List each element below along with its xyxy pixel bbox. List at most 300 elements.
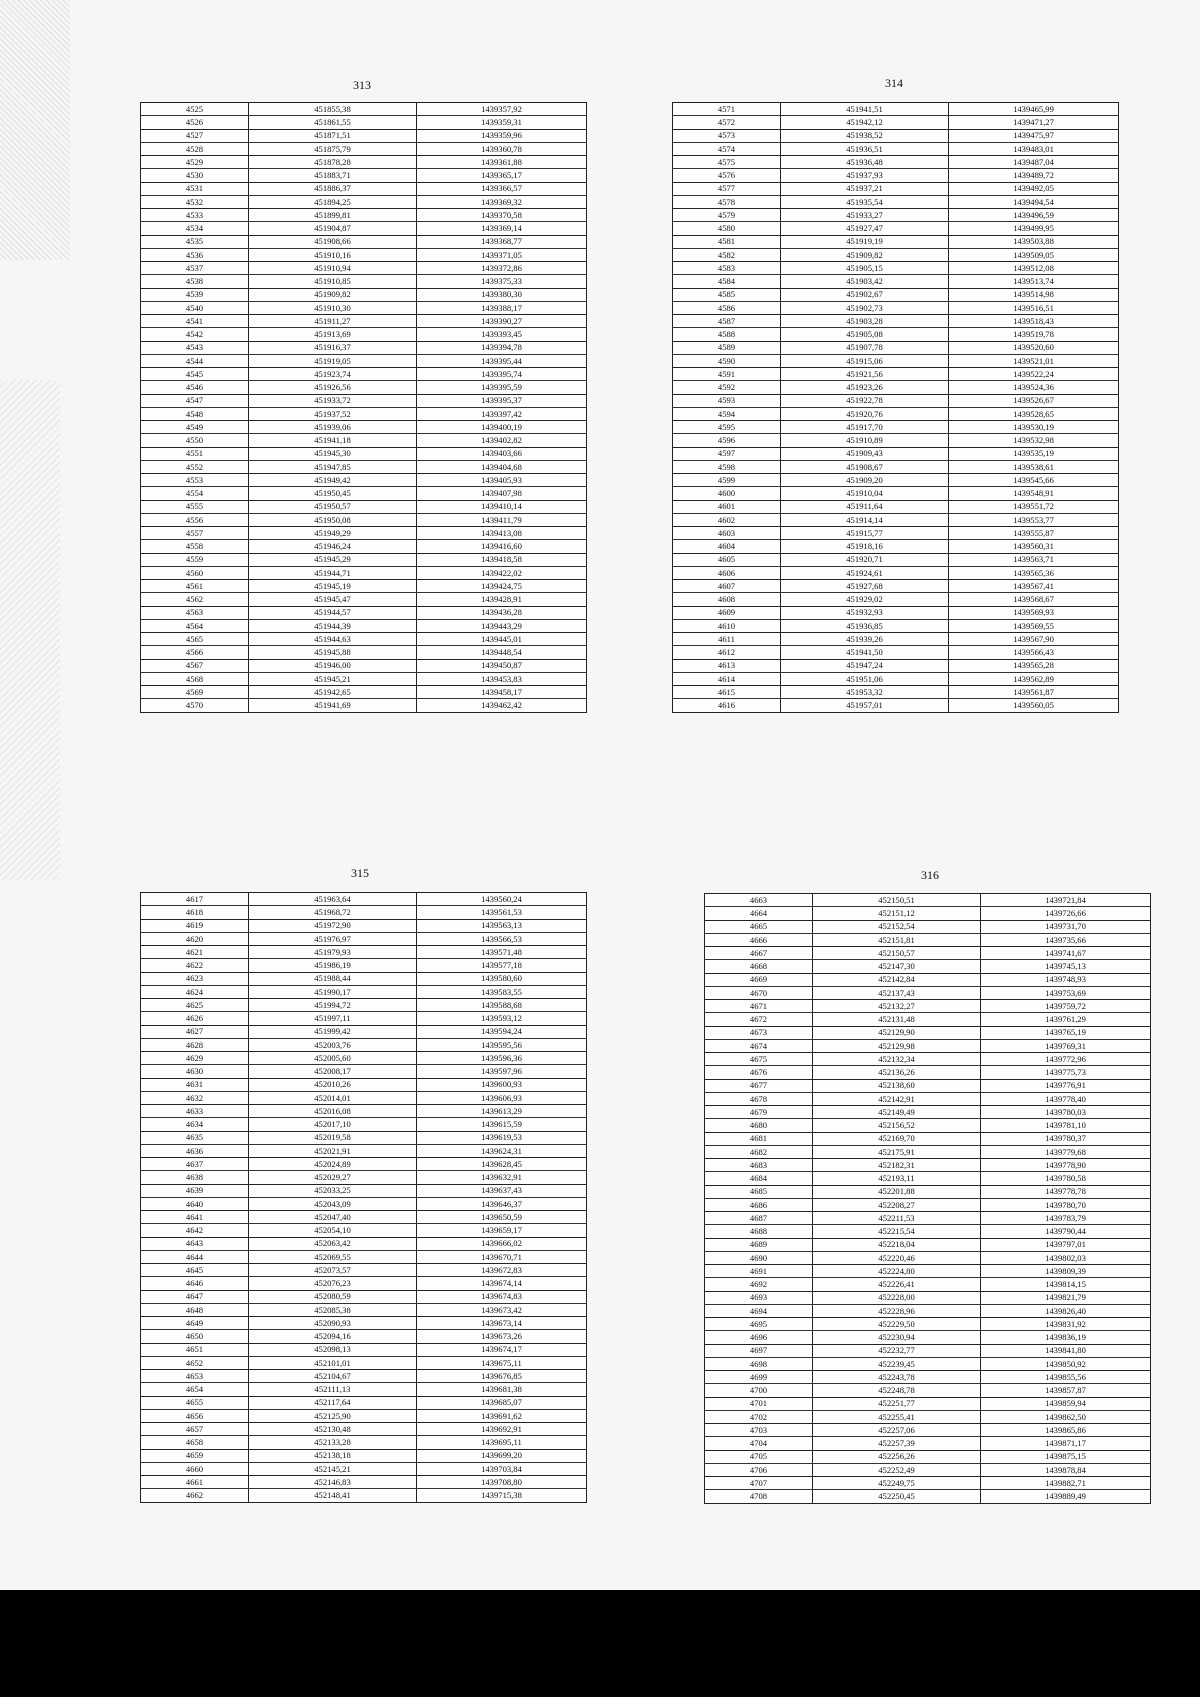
table-row xyxy=(141,919,587,932)
y-coordinate-cell: 1439369,14 xyxy=(417,222,587,235)
y-coordinate-cell: 1439416,60 xyxy=(417,540,587,553)
table-row xyxy=(705,1132,1151,1145)
x-coordinate-cell: 451909,82 xyxy=(781,248,949,261)
point-number-cell: 4566 xyxy=(141,646,249,659)
point-number-cell: 4607 xyxy=(673,580,781,593)
y-coordinate-cell: 1439489,72 xyxy=(949,169,1119,182)
point-number-cell: 4581 xyxy=(673,235,781,248)
y-coordinate-cell: 1439566,53 xyxy=(417,932,587,945)
x-coordinate-cell: 451979,93 xyxy=(249,946,417,959)
point-number-cell: 4626 xyxy=(141,1012,249,1025)
y-coordinate-cell: 1439674,14 xyxy=(417,1277,587,1290)
table-row xyxy=(141,580,587,593)
y-coordinate-cell: 1439673,14 xyxy=(417,1317,587,1330)
table-row xyxy=(141,606,587,619)
x-coordinate-cell: 451926,56 xyxy=(249,381,417,394)
table-row xyxy=(141,1025,587,1038)
point-number-cell: 4691 xyxy=(705,1265,813,1278)
point-number-cell: 4544 xyxy=(141,354,249,367)
y-coordinate-cell: 1439596,36 xyxy=(417,1052,587,1065)
y-coordinate-cell: 1439672,83 xyxy=(417,1264,587,1277)
x-coordinate-cell: 451941,50 xyxy=(781,646,949,659)
x-coordinate-cell: 451922,78 xyxy=(781,394,949,407)
y-coordinate-cell: 1439526,67 xyxy=(949,394,1119,407)
page-number: 314 xyxy=(885,76,903,90)
y-coordinate-cell: 1439670,71 xyxy=(417,1250,587,1263)
x-coordinate-cell: 452152,54 xyxy=(813,920,981,933)
point-number-cell: 4587 xyxy=(673,315,781,328)
point-number-cell: 4641 xyxy=(141,1211,249,1224)
x-coordinate-cell: 452129,98 xyxy=(813,1039,981,1052)
table-row xyxy=(705,1013,1151,1026)
y-coordinate-cell: 1439775,73 xyxy=(981,1066,1151,1079)
x-coordinate-cell: 452101,01 xyxy=(249,1356,417,1369)
y-coordinate-cell: 1439563,71 xyxy=(949,553,1119,566)
x-coordinate-cell: 451976,97 xyxy=(249,932,417,945)
x-coordinate-cell: 452010,26 xyxy=(249,1078,417,1091)
x-coordinate-cell: 452215,54 xyxy=(813,1225,981,1238)
y-coordinate-cell: 1439577,18 xyxy=(417,959,587,972)
y-coordinate-cell: 1439769,31 xyxy=(981,1039,1151,1052)
point-number-cell: 4640 xyxy=(141,1197,249,1210)
table-row xyxy=(673,195,1119,208)
y-coordinate-cell: 1439560,05 xyxy=(949,699,1119,712)
point-number-cell: 4568 xyxy=(141,672,249,685)
point-number-cell: 4539 xyxy=(141,288,249,301)
x-coordinate-cell: 451910,04 xyxy=(781,487,949,500)
x-coordinate-cell: 452131,48 xyxy=(813,1013,981,1026)
point-number-cell: 4697 xyxy=(705,1344,813,1357)
point-number-cell: 4656 xyxy=(141,1409,249,1422)
y-coordinate-cell: 1439675,11 xyxy=(417,1356,587,1369)
point-number-cell: 4618 xyxy=(141,906,249,919)
y-coordinate-cell: 1439443,29 xyxy=(417,619,587,632)
point-number-cell: 4613 xyxy=(673,659,781,672)
point-number-cell: 4606 xyxy=(673,566,781,579)
y-coordinate-cell: 1439673,26 xyxy=(417,1330,587,1343)
point-number-cell: 4637 xyxy=(141,1158,249,1171)
y-coordinate-cell: 1439512,08 xyxy=(949,262,1119,275)
x-coordinate-cell: 451957,01 xyxy=(781,699,949,712)
x-coordinate-cell: 452156,52 xyxy=(813,1119,981,1132)
point-number-cell: 4625 xyxy=(141,999,249,1012)
y-coordinate-cell: 1439594,24 xyxy=(417,1025,587,1038)
point-number-cell: 4597 xyxy=(673,447,781,460)
y-coordinate-cell: 1439780,03 xyxy=(981,1106,1151,1119)
x-coordinate-cell: 452098,13 xyxy=(249,1343,417,1356)
point-number-cell: 4609 xyxy=(673,606,781,619)
y-coordinate-cell: 1439619,53 xyxy=(417,1131,587,1144)
table-row xyxy=(141,1330,587,1343)
y-coordinate-cell: 1439875,15 xyxy=(981,1450,1151,1463)
table-row xyxy=(141,195,587,208)
table-row xyxy=(141,646,587,659)
table-row xyxy=(673,169,1119,182)
point-number-cell: 4675 xyxy=(705,1053,813,1066)
x-coordinate-cell: 451918,16 xyxy=(781,540,949,553)
y-coordinate-cell: 1439538,61 xyxy=(949,460,1119,473)
x-coordinate-cell: 452029,27 xyxy=(249,1171,417,1184)
table-row xyxy=(141,1078,587,1091)
x-coordinate-cell: 451963,64 xyxy=(249,893,417,906)
point-number-cell: 4576 xyxy=(673,169,781,182)
table-row xyxy=(673,341,1119,354)
y-coordinate-cell: 1439761,29 xyxy=(981,1013,1151,1026)
point-number-cell: 4557 xyxy=(141,527,249,540)
x-coordinate-cell: 451910,89 xyxy=(781,434,949,447)
point-number-cell: 4707 xyxy=(705,1477,813,1490)
y-coordinate-cell: 1439403,66 xyxy=(417,447,587,460)
table-row xyxy=(141,1396,587,1409)
x-coordinate-cell: 452150,57 xyxy=(813,947,981,960)
y-coordinate-cell: 1439691,62 xyxy=(417,1409,587,1422)
x-coordinate-cell: 451999,42 xyxy=(249,1025,417,1038)
point-number-cell: 4693 xyxy=(705,1291,813,1304)
y-coordinate-cell: 1439632,91 xyxy=(417,1171,587,1184)
point-number-cell: 4558 xyxy=(141,540,249,553)
y-coordinate-cell: 1439428,91 xyxy=(417,593,587,606)
point-number-cell: 4706 xyxy=(705,1463,813,1476)
point-number-cell: 4668 xyxy=(705,960,813,973)
y-coordinate-cell: 1439524,36 xyxy=(949,381,1119,394)
table-row xyxy=(141,182,587,195)
x-coordinate-cell: 451945,19 xyxy=(249,580,417,593)
point-number-cell: 4703 xyxy=(705,1424,813,1437)
y-coordinate-cell: 1439597,96 xyxy=(417,1065,587,1078)
table-row xyxy=(705,1424,1151,1437)
y-coordinate-cell: 1439514,98 xyxy=(949,288,1119,301)
x-coordinate-cell: 452243,78 xyxy=(813,1371,981,1384)
table-row xyxy=(705,920,1151,933)
table-row xyxy=(141,1449,587,1462)
point-number-cell: 4624 xyxy=(141,985,249,998)
point-number-cell: 4679 xyxy=(705,1106,813,1119)
y-coordinate-cell: 1439492,05 xyxy=(949,182,1119,195)
point-number-cell: 4561 xyxy=(141,580,249,593)
y-coordinate-cell: 1439681,38 xyxy=(417,1383,587,1396)
x-coordinate-cell: 452249,75 xyxy=(813,1477,981,1490)
table-row xyxy=(673,474,1119,487)
point-number-cell: 4645 xyxy=(141,1264,249,1277)
x-coordinate-cell: 451949,42 xyxy=(249,474,417,487)
scan-noise xyxy=(0,0,70,260)
y-coordinate-cell: 1439475,97 xyxy=(949,129,1119,142)
y-coordinate-cell: 1439513,74 xyxy=(949,275,1119,288)
point-number-cell: 4593 xyxy=(673,394,781,407)
y-coordinate-cell: 1439780,70 xyxy=(981,1198,1151,1211)
table-row xyxy=(705,907,1151,920)
y-coordinate-cell: 1439646,37 xyxy=(417,1197,587,1210)
y-coordinate-cell: 1439780,37 xyxy=(981,1132,1151,1145)
point-number-cell: 4629 xyxy=(141,1052,249,1065)
x-coordinate-cell: 451933,27 xyxy=(781,209,949,222)
table-row xyxy=(673,222,1119,235)
x-coordinate-cell: 452251,77 xyxy=(813,1397,981,1410)
y-coordinate-cell: 1439836,19 xyxy=(981,1331,1151,1344)
point-number-cell: 4541 xyxy=(141,315,249,328)
table-row xyxy=(705,1079,1151,1092)
table-row xyxy=(673,646,1119,659)
y-coordinate-cell: 1439566,43 xyxy=(949,646,1119,659)
x-coordinate-cell: 452132,27 xyxy=(813,1000,981,1013)
x-coordinate-cell: 452117,64 xyxy=(249,1396,417,1409)
point-number-cell: 4531 xyxy=(141,182,249,195)
x-coordinate-cell: 451945,30 xyxy=(249,447,417,460)
y-coordinate-cell: 1439369,32 xyxy=(417,195,587,208)
y-coordinate-cell: 1439583,55 xyxy=(417,985,587,998)
table-row xyxy=(141,1317,587,1330)
point-number-cell: 4670 xyxy=(705,986,813,999)
point-number-cell: 4659 xyxy=(141,1449,249,1462)
point-number-cell: 4589 xyxy=(673,341,781,354)
x-coordinate-cell: 451911,64 xyxy=(781,500,949,513)
y-coordinate-cell: 1439395,59 xyxy=(417,381,587,394)
y-coordinate-cell: 1439659,17 xyxy=(417,1224,587,1237)
table-row xyxy=(141,1462,587,1475)
point-number-cell: 4677 xyxy=(705,1079,813,1092)
point-number-cell: 4647 xyxy=(141,1290,249,1303)
point-number-cell: 4696 xyxy=(705,1331,813,1344)
point-number-cell: 4611 xyxy=(673,633,781,646)
table-row xyxy=(673,381,1119,394)
y-coordinate-cell: 1439445,01 xyxy=(417,633,587,646)
y-coordinate-cell: 1439600,93 xyxy=(417,1078,587,1091)
table-row xyxy=(141,659,587,672)
point-number-cell: 4551 xyxy=(141,447,249,460)
y-coordinate-cell: 1439360,78 xyxy=(417,142,587,155)
y-coordinate-cell: 1439814,15 xyxy=(981,1278,1151,1291)
x-coordinate-cell: 451923,26 xyxy=(781,381,949,394)
table-row xyxy=(141,288,587,301)
table-row xyxy=(141,1250,587,1263)
x-coordinate-cell: 452003,76 xyxy=(249,1038,417,1051)
table-row xyxy=(705,1331,1151,1344)
x-coordinate-cell: 451944,39 xyxy=(249,619,417,632)
table-row xyxy=(705,1384,1151,1397)
point-number-cell: 4542 xyxy=(141,328,249,341)
table-row xyxy=(705,1119,1151,1132)
x-coordinate-cell: 451910,16 xyxy=(249,248,417,261)
table-row xyxy=(141,527,587,540)
y-coordinate-cell: 1439361,88 xyxy=(417,156,587,169)
x-coordinate-cell: 451951,06 xyxy=(781,672,949,685)
y-coordinate-cell: 1439519,78 xyxy=(949,328,1119,341)
point-number-cell: 4638 xyxy=(141,1171,249,1184)
y-coordinate-cell: 1439685,07 xyxy=(417,1396,587,1409)
table-row xyxy=(141,1065,587,1078)
y-coordinate-cell: 1439580,60 xyxy=(417,972,587,985)
table-row xyxy=(705,1185,1151,1198)
point-number-cell: 4600 xyxy=(673,487,781,500)
table-row xyxy=(705,1026,1151,1039)
table-row xyxy=(705,1053,1151,1066)
x-coordinate-cell: 451904,87 xyxy=(249,222,417,235)
x-coordinate-cell: 451899,81 xyxy=(249,209,417,222)
y-coordinate-cell: 1439571,48 xyxy=(417,946,587,959)
y-coordinate-cell: 1439826,40 xyxy=(981,1304,1151,1317)
table-row xyxy=(141,381,587,394)
point-number-cell: 4614 xyxy=(673,672,781,685)
x-coordinate-cell: 451936,51 xyxy=(781,142,949,155)
point-number-cell: 4549 xyxy=(141,421,249,434)
point-number-cell: 4690 xyxy=(705,1251,813,1264)
y-coordinate-cell: 1439613,29 xyxy=(417,1105,587,1118)
y-coordinate-cell: 1439753,69 xyxy=(981,986,1151,999)
y-coordinate-cell: 1439530,19 xyxy=(949,421,1119,434)
table-row xyxy=(705,1159,1151,1172)
table-row xyxy=(141,686,587,699)
point-number-cell: 4603 xyxy=(673,527,781,540)
table-row xyxy=(705,1039,1151,1052)
point-number-cell: 4527 xyxy=(141,129,249,142)
table-row xyxy=(141,235,587,248)
table-row xyxy=(705,960,1151,973)
x-coordinate-cell: 451927,47 xyxy=(781,222,949,235)
point-number-cell: 4604 xyxy=(673,540,781,553)
point-number-cell: 4582 xyxy=(673,248,781,261)
x-coordinate-cell: 451908,66 xyxy=(249,235,417,248)
table-row xyxy=(141,513,587,526)
scan-border xyxy=(0,1590,1200,1697)
x-coordinate-cell: 451997,11 xyxy=(249,1012,417,1025)
y-coordinate-cell: 1439402,82 xyxy=(417,434,587,447)
point-number-cell: 4636 xyxy=(141,1144,249,1157)
y-coordinate-cell: 1439748,93 xyxy=(981,973,1151,986)
x-coordinate-cell: 452232,77 xyxy=(813,1344,981,1357)
table-row xyxy=(673,209,1119,222)
y-coordinate-cell: 1439778,78 xyxy=(981,1185,1151,1198)
table-row xyxy=(141,1197,587,1210)
coordinate-table-body xyxy=(705,894,1151,1504)
point-number-cell: 4555 xyxy=(141,500,249,513)
table-row xyxy=(141,1370,587,1383)
point-number-cell: 4702 xyxy=(705,1410,813,1423)
point-number-cell: 4683 xyxy=(705,1159,813,1172)
point-number-cell: 4560 xyxy=(141,566,249,579)
table-row xyxy=(673,116,1119,129)
x-coordinate-cell: 452151,81 xyxy=(813,933,981,946)
y-coordinate-cell: 1439772,96 xyxy=(981,1053,1151,1066)
x-coordinate-cell: 451986,19 xyxy=(249,959,417,972)
y-coordinate-cell: 1439821,79 xyxy=(981,1291,1151,1304)
x-coordinate-cell: 451945,47 xyxy=(249,593,417,606)
x-coordinate-cell: 452250,45 xyxy=(813,1490,981,1503)
y-coordinate-cell: 1439595,56 xyxy=(417,1038,587,1051)
x-coordinate-cell: 451990,17 xyxy=(249,985,417,998)
point-number-cell: 4619 xyxy=(141,919,249,932)
y-coordinate-cell: 1439790,44 xyxy=(981,1225,1151,1238)
x-coordinate-cell: 452047,40 xyxy=(249,1211,417,1224)
x-coordinate-cell: 452193,11 xyxy=(813,1172,981,1185)
x-coordinate-cell: 451908,67 xyxy=(781,460,949,473)
point-number-cell: 4578 xyxy=(673,195,781,208)
y-coordinate-cell: 1439516,51 xyxy=(949,301,1119,314)
point-number-cell: 4654 xyxy=(141,1383,249,1396)
x-coordinate-cell: 451924,61 xyxy=(781,566,949,579)
point-number-cell: 4652 xyxy=(141,1356,249,1369)
point-number-cell: 4685 xyxy=(705,1185,813,1198)
y-coordinate-cell: 1439882,71 xyxy=(981,1477,1151,1490)
x-coordinate-cell: 451909,20 xyxy=(781,474,949,487)
table-row xyxy=(141,1383,587,1396)
point-number-cell: 4621 xyxy=(141,946,249,959)
table-row xyxy=(705,1344,1151,1357)
table-row xyxy=(141,275,587,288)
table-row xyxy=(141,1277,587,1290)
table-row xyxy=(673,142,1119,155)
x-coordinate-cell: 452016,08 xyxy=(249,1105,417,1118)
y-coordinate-cell: 1439372,86 xyxy=(417,262,587,275)
table-row xyxy=(673,434,1119,447)
x-coordinate-cell: 451939,26 xyxy=(781,633,949,646)
table-row xyxy=(673,288,1119,301)
x-coordinate-cell: 451946,24 xyxy=(249,540,417,553)
point-number-cell: 4610 xyxy=(673,619,781,632)
point-number-cell: 4660 xyxy=(141,1462,249,1475)
point-number-cell: 4684 xyxy=(705,1172,813,1185)
y-coordinate-cell: 1439606,93 xyxy=(417,1091,587,1104)
table-row xyxy=(141,1303,587,1316)
point-number-cell: 4687 xyxy=(705,1212,813,1225)
table-row xyxy=(705,1145,1151,1158)
point-number-cell: 4534 xyxy=(141,222,249,235)
point-number-cell: 4526 xyxy=(141,116,249,129)
point-number-cell: 4596 xyxy=(673,434,781,447)
point-number-cell: 4620 xyxy=(141,932,249,945)
table-row xyxy=(141,1211,587,1224)
x-coordinate-cell: 451916,37 xyxy=(249,341,417,354)
y-coordinate-cell: 1439458,17 xyxy=(417,686,587,699)
x-coordinate-cell: 452017,10 xyxy=(249,1118,417,1131)
y-coordinate-cell: 1439650,59 xyxy=(417,1211,587,1224)
y-coordinate-cell: 1439407,98 xyxy=(417,487,587,500)
y-coordinate-cell: 1439405,93 xyxy=(417,474,587,487)
table-row xyxy=(673,275,1119,288)
point-number-cell: 4688 xyxy=(705,1225,813,1238)
y-coordinate-cell: 1439450,87 xyxy=(417,659,587,672)
point-number-cell: 4584 xyxy=(673,275,781,288)
y-coordinate-cell: 1439593,12 xyxy=(417,1012,587,1025)
point-number-cell: 4591 xyxy=(673,368,781,381)
x-coordinate-cell: 451945,29 xyxy=(249,553,417,566)
point-number-cell: 4627 xyxy=(141,1025,249,1038)
table-row xyxy=(705,1278,1151,1291)
point-number-cell: 4678 xyxy=(705,1092,813,1105)
table-row xyxy=(705,1198,1151,1211)
table-row xyxy=(141,985,587,998)
table-row xyxy=(141,447,587,460)
x-coordinate-cell: 451935,54 xyxy=(781,195,949,208)
y-coordinate-cell: 1439841,80 xyxy=(981,1344,1151,1357)
point-number-cell: 4655 xyxy=(141,1396,249,1409)
x-coordinate-cell: 452085,38 xyxy=(249,1303,417,1316)
x-coordinate-cell: 452142,91 xyxy=(813,1092,981,1105)
x-coordinate-cell: 451919,05 xyxy=(249,354,417,367)
x-coordinate-cell: 452169,70 xyxy=(813,1132,981,1145)
point-number-cell: 4628 xyxy=(141,1038,249,1051)
table-row xyxy=(141,262,587,275)
point-number-cell: 4650 xyxy=(141,1330,249,1343)
point-number-cell: 4631 xyxy=(141,1078,249,1091)
point-number-cell: 4633 xyxy=(141,1105,249,1118)
table-row xyxy=(141,932,587,945)
x-coordinate-cell: 452151,12 xyxy=(813,907,981,920)
x-coordinate-cell: 452201,88 xyxy=(813,1185,981,1198)
y-coordinate-cell: 1439545,66 xyxy=(949,474,1119,487)
page-number: 315 xyxy=(351,866,369,880)
y-coordinate-cell: 1439857,87 xyxy=(981,1384,1151,1397)
table-row xyxy=(705,1477,1151,1490)
